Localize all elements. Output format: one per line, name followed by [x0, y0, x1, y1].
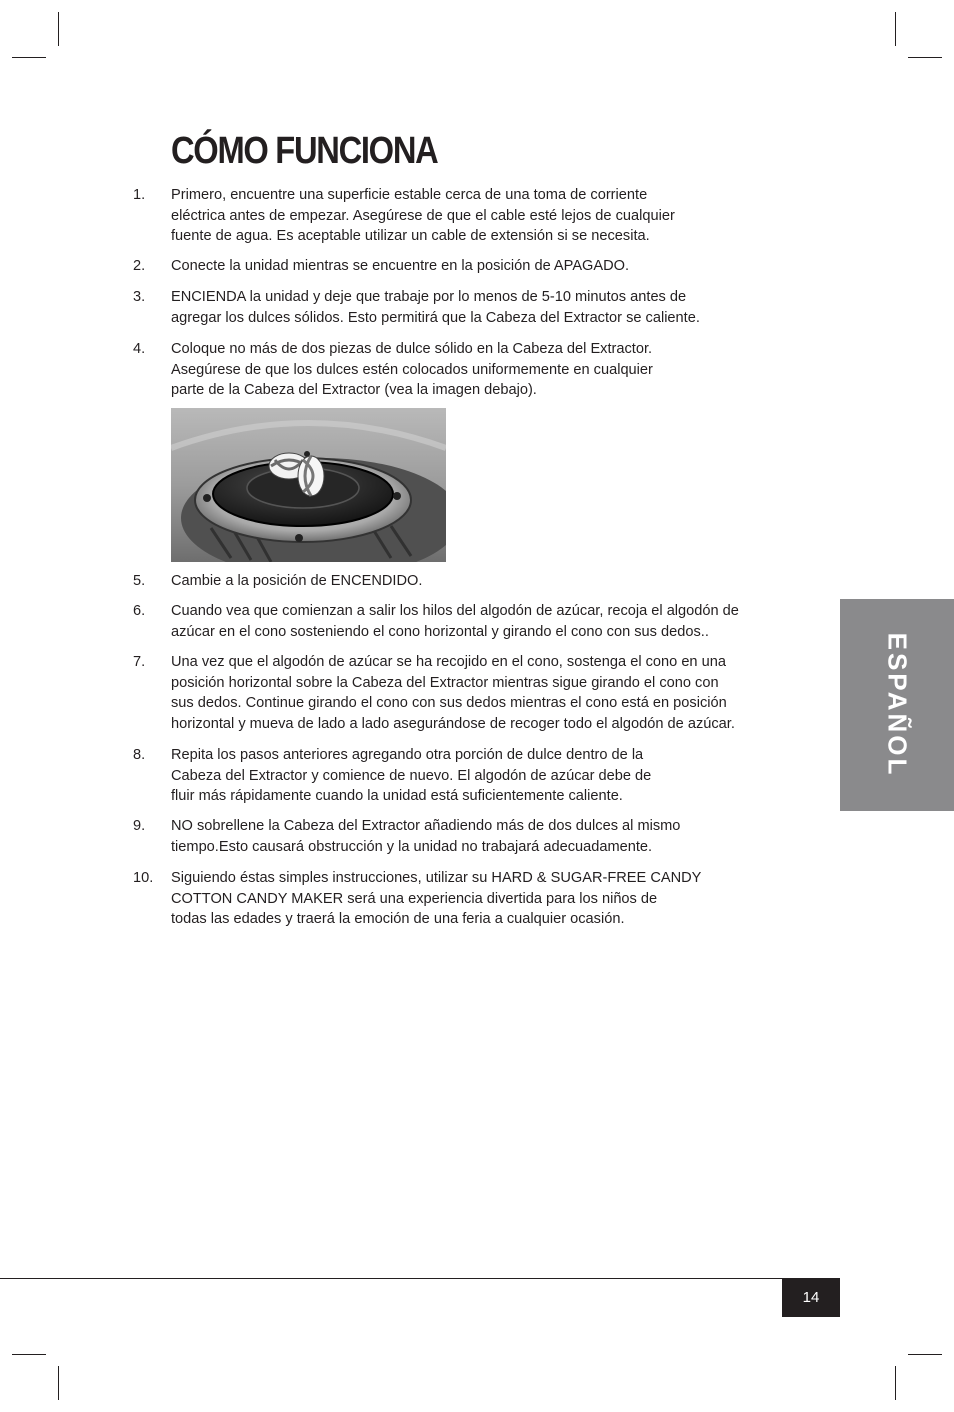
step-number: 2. [133, 258, 146, 274]
step-text [171, 601, 791, 642]
step-number: 7. [133, 654, 146, 670]
step-text [171, 745, 791, 807]
text-line: parte de la Cabeza del Extractor (vea la imagen debajo). [171, 382, 537, 398]
text-line: horizontal y mueva de lado a lado asegurándose de recoger todo el algodón de azúcar. [171, 715, 735, 732]
extractor-head-photo [171, 408, 446, 562]
crop-mark [895, 1366, 896, 1400]
text-line: tiempo.Esto causará obstrucción y la unidad no trabajará adecuadamente. [171, 838, 653, 855]
crop-mark [12, 57, 46, 58]
text-line: fluir más rápidamente cuando la unidad está suficientemente caliente. [171, 788, 623, 804]
step-number: 9. [133, 818, 146, 834]
text-line: posición horizontal sobre la Cabeza del Extractor mientras sigue girando el cono con [171, 674, 719, 691]
step-number: 4. [133, 341, 146, 357]
step-text [171, 571, 791, 592]
text-line: fuente de agua. Es aceptable utilizar un cable de extensión si se necesita. [171, 228, 650, 244]
text-line: Siguiendo éstas simples instrucciones, utilizar su HARD & SUGAR-FREE CANDY [171, 870, 702, 886]
step-text [171, 339, 791, 401]
text-line: Primero, encuentre una superficie estable cerca de una toma de corriente [171, 187, 648, 203]
text-line: eléctrica antes de empezar. Asegúrese de que el cable esté lejos de cualquier [171, 207, 675, 224]
text-line: Cuando vea que comienzan a salir los hilos del algodón de azúcar, recoja el algodón de [171, 603, 739, 619]
language-tab-label: ESPAÑOL [882, 632, 913, 778]
page-number: 14 [782, 1278, 840, 1317]
candy-icon [298, 456, 324, 496]
crop-mark [12, 1354, 46, 1355]
text-line: todas las edades y traerá la emoción de una feria a cualquier ocasión. [171, 911, 625, 927]
text-line: agregar los dulces sólidos. Esto permitirá que la Cabeza del Extractor se caliente. [171, 309, 700, 326]
text-line: ENCIENDA la unidad y deje que trabaje por lo menos de 5-10 minutos antes de [171, 289, 687, 305]
crop-mark [58, 1366, 59, 1400]
text-line: Coloque no más de dos piezas de dulce sólido en la Cabeza del Extractor. [171, 341, 653, 357]
footer-rule [0, 1278, 840, 1279]
text-line: Cabeza del Extractor y comience de nuevo. El algodón de azúcar debe de [171, 767, 652, 784]
step-text [171, 287, 791, 328]
crop-mark [908, 1354, 942, 1355]
step-number: 10. [133, 870, 154, 886]
step-number: 8. [133, 747, 146, 763]
step-number: 1. [133, 187, 146, 203]
text-line: Asegúrese de que los dulces estén colocados uniformemente en cualquier [171, 361, 653, 378]
step-text [171, 868, 791, 930]
text-line: Conecte la unidad mientras se encuentre en la posición de APAGADO. [171, 258, 630, 274]
page-title: CÓMO FUNCIONA [171, 130, 438, 172]
step-number: 6. [133, 603, 146, 619]
step-text [171, 652, 791, 734]
text-line: sus dedos. Continue girando el cono con sus dedos mientras el cono está en posición [171, 695, 727, 711]
step-number: 5. [133, 573, 146, 589]
crop-mark [908, 57, 942, 58]
text-line: NO sobrellene la Cabeza del Extractor añadiendo más de dos dulces al mismo [171, 818, 681, 834]
text-line: Cambie a la posición de ENCENDIDO. [171, 573, 423, 589]
text-line: COTTON CANDY MAKER será una experiencia divertida para los niños de [171, 890, 658, 907]
crop-mark [58, 12, 59, 46]
crop-mark [895, 12, 896, 46]
text-line: Repita los pasos anteriores agregando otra porción de dulce dentro de la [171, 747, 644, 763]
text-line: Una vez que el algodón de azúcar se ha recojido en el cono, sostenga el cono en una [171, 654, 726, 670]
step-text [171, 185, 791, 247]
step-text [171, 816, 791, 857]
text-line: azúcar en el cono sosteniendo el cono horizontal y girando el cono con sus dedos.. [171, 623, 709, 640]
extractor-head-illustration [171, 408, 446, 562]
language-tab [840, 599, 954, 811]
step-text [171, 256, 791, 277]
step-number: 3. [133, 289, 146, 305]
